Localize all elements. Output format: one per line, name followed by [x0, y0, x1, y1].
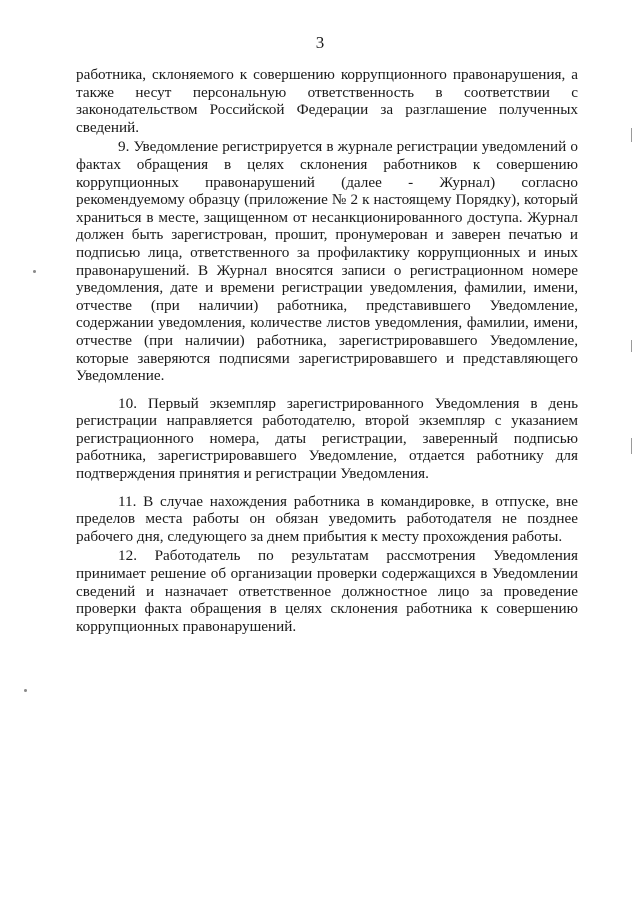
paragraph-11: 11. В случае нахождения работника в командировке, в отпуске, вне пределов места работы он обязан уведомить работодателя не позднее рабочего дня, следующего за днем прибытия к месту прохождения работы. [76, 492, 578, 545]
scan-edge-mark-3 [631, 438, 632, 454]
scan-speck-left-top [33, 270, 36, 273]
paragraph-10: 10. Первый экземпляр зарегистрированного Уведомления в день регистрации направляется работодателю, второй экземпляр с указанием регистрационного номера, даты регистрации, заверенный подписью работника, зарегистрировавшего Уведомление, отдается работнику для подтверждения принятия и регистрации Уведомления. [76, 394, 578, 483]
scan-speck-left-bottom [24, 689, 27, 692]
paragraph-12: 12. Работодатель по результатам рассмотрения Уведомления принимает решение об организации проверки содержащихся в Уведомлении сведений и назначает ответственное должностное лицо за проведение проверки факта обращения в целях склонения работника к совершению коррупционных правонарушений. [76, 547, 578, 635]
scan-edge-mark-2 [631, 340, 632, 352]
page-number: 3 [315, 33, 325, 52]
paragraph-continuation: работника, склоняемого к совершению коррупционного правонарушения, а также несут персональную ответственность в соответствии с законодательством Российской Федерации за разглашение полученных сведений. [76, 66, 578, 136]
scan-edge-mark-1 [631, 128, 632, 142]
document-body [76, 66, 578, 635]
paragraph-9: 9. Уведомление регистрируется в журнале регистрации уведомлений о фактах обращения в целях склонения работников к совершению коррупционных правонарушений (далее - Журнал) согласно рекомендуемому образцу (приложение № 2 к настоящему Порядку), который храниться в месте, защищенном от несанкционированного доступа. Журнал должен быть зарегистрован, прошит, пронумерован и заверен печатью и подписью лица, ответственного за профилактику коррупционных и иных правонарушений. В Журнал вносятся записи о регистрационном номере уведомления, дате и времени регистрации уведомления, фамилии, имени, отчестве (при наличии) работника, представившего Уведомление, содержании уведомления, количестве листов уведомления, фамилии, имени, отчестве (при наличии) работника, зарегистрировавшего Уведомление, которые заверяются подписями зарегистрировавшего и представляющего Уведомление. [76, 138, 578, 385]
